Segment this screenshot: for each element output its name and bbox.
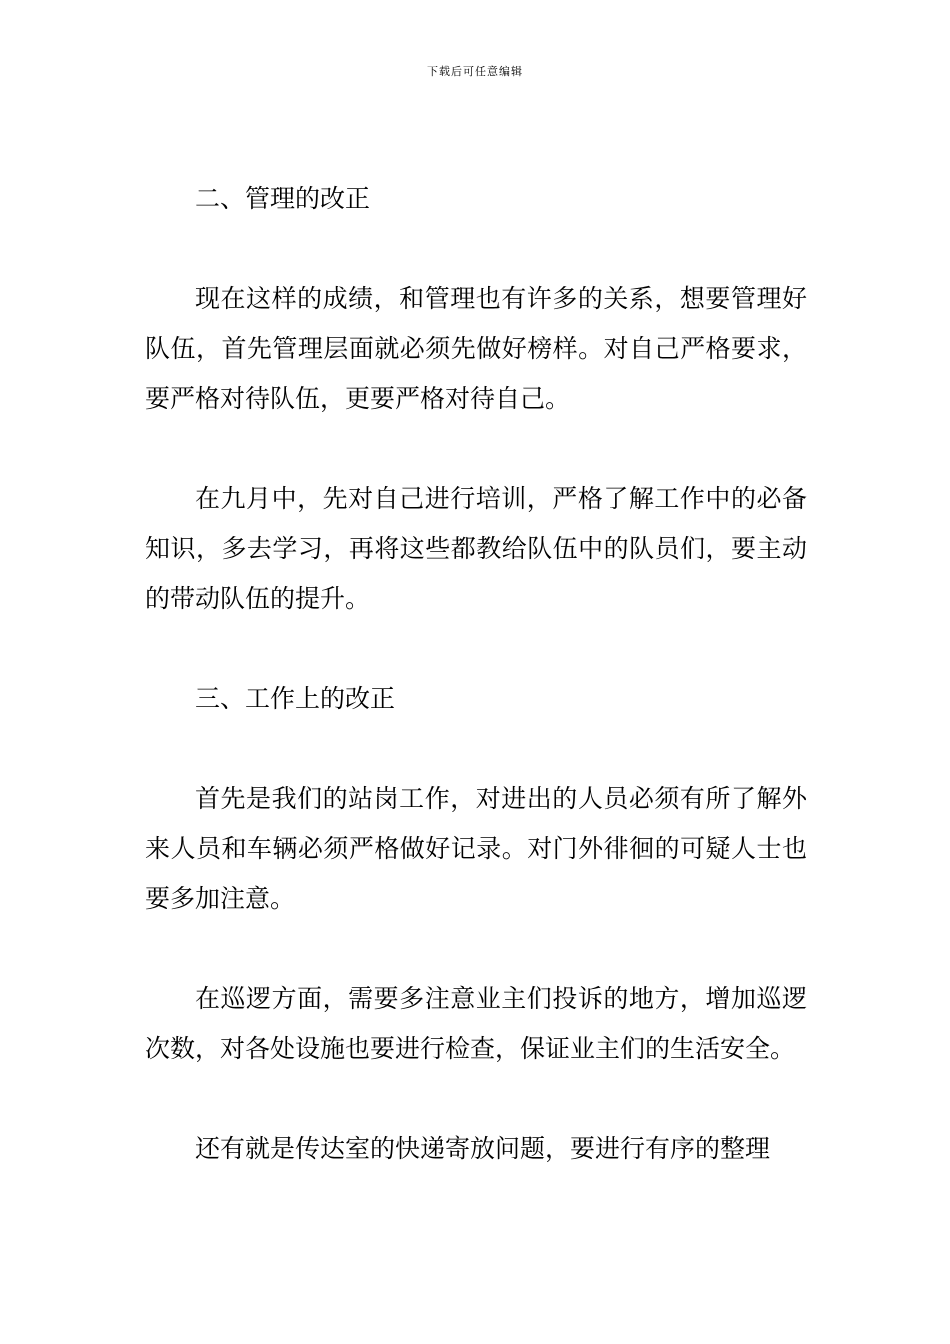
section-heading-work: 三、工作上的改正: [195, 684, 396, 713]
paragraph-work-1: 首先是我们的站岗工作，对进出的人员必须有所了解外来人员和车辆必须严格做好记录。对门外徘徊的可疑人士也要多加注意。: [145, 784, 807, 913]
section-heading-management: 二、管理的改正: [195, 184, 371, 213]
paragraph-work-2: 在巡逻方面，需要多注意业主们投诉的地方，增加巡逻次数，对各处设施也要进行检查，保证业主们的生活安全。: [145, 984, 807, 1063]
paragraph-management-2: 在九月中，先对自己进行培训，严格了解工作中的必备知识，多去学习，再将这些都教给队伍中的队员们，要主动的带动队伍的提升。: [145, 484, 807, 613]
paragraph-work-3: 还有就是传达室的快递寄放问题，要进行有序的整理: [195, 1134, 771, 1163]
page-header: 下载后可任意编辑: [427, 65, 523, 78]
paragraph-management-1: 现在这样的成绩，和管理也有许多的关系，想要管理好队伍，首先管理层面就必须先做好榜样。对自己严格要求，要严格对待队伍，更要严格对待自己。: [145, 284, 807, 413]
document-body: [145, 174, 807, 1224]
